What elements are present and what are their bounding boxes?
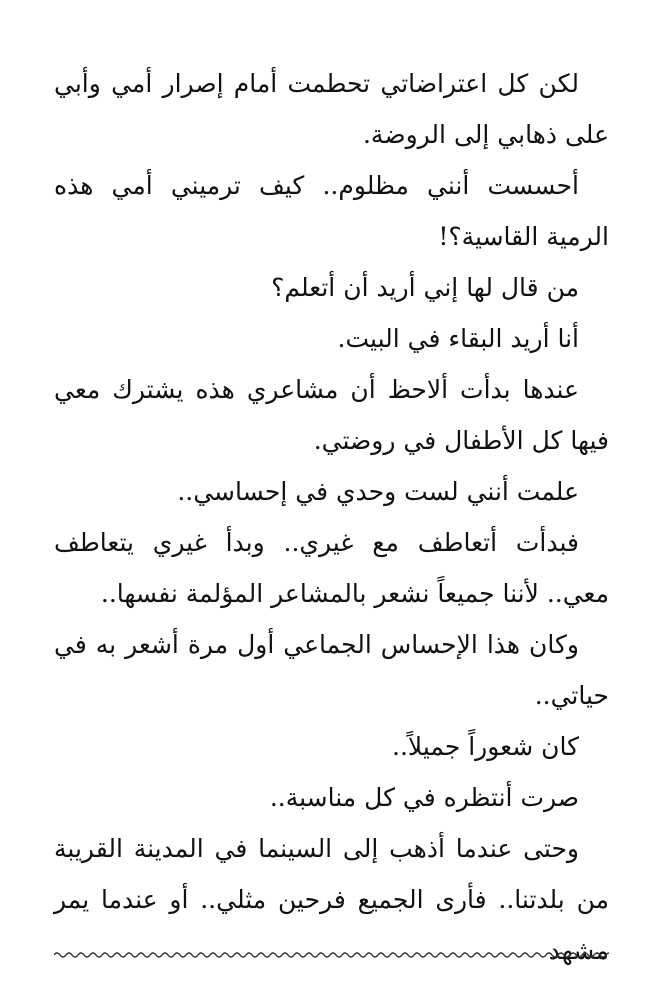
paragraph-2: أحسست أنني مظلوم.. كيف ترميني أمي هذه الرمية القاسية؟! — [54, 171, 609, 251]
paragraph-11: وحتى عندما أذهب إلى السينما في المدينة القريبة من بلدتنا.. فأرى الجميع فرحين مثلي.. أو عندما يمر مشهد — [54, 834, 609, 965]
paragraph-9: كان شعوراً جميلاً.. — [392, 732, 579, 761]
paragraph-6: علمت أنني لست وحدي في إحساسي.. — [177, 477, 579, 506]
paragraph-4: أنا أريد البقاء في البيت. — [337, 324, 579, 353]
wavy-divider — [54, 948, 609, 962]
paragraph-8: وكان هذا الإحساس الجماعي أول مرة أشعر به في حياتي.. — [54, 630, 609, 710]
body-text — [54, 58, 609, 976]
paragraph-5: عندها بدأت ألاحظ أن مشاعري هذه يشترك معي فيها كل الأطفال في روضتي. — [54, 375, 609, 455]
wavy-divider-line — [54, 953, 609, 957]
paragraph-7: فبدأت أتعاطف مع غيري.. وبدأ غيري يتعاطف معي.. لأننا جميعاً نشعر بالمشاعر المؤلمة نفسها.. — [54, 528, 609, 608]
paragraph-1: لكن كل اعتراضاتي تحطمت أمام إصرار أمي وأبي على ذهابي إلى الروضة. — [54, 69, 609, 149]
paragraph-10: صرت أنتظره في كل مناسبة.. — [269, 783, 579, 812]
paragraph-3: من قال لها إني أريد أن أتعلم؟ — [271, 273, 579, 302]
